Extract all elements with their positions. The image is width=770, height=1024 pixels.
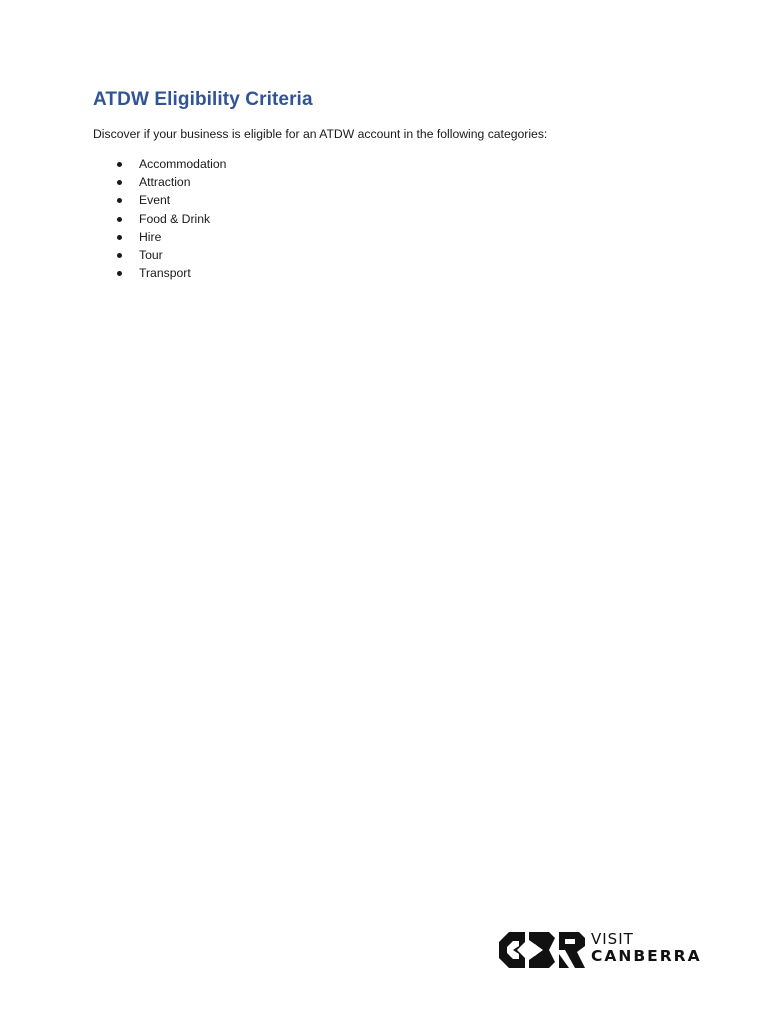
list-item <box>113 191 226 209</box>
intro-text: Discover if your business is eligible for an ATDW account in the following categories: <box>93 127 548 141</box>
category-list <box>113 155 226 282</box>
list-item <box>113 210 226 228</box>
logo-line-visit: VISIT <box>591 930 634 948</box>
bullet-icon <box>117 198 122 203</box>
category-label: Hire <box>139 229 162 244</box>
category-label: Attraction <box>139 175 191 190</box>
list-item <box>113 173 226 191</box>
bullet-icon <box>117 217 122 222</box>
bullet-icon <box>117 235 122 240</box>
bullet-icon <box>117 180 122 185</box>
list-item <box>113 264 226 282</box>
category-label: Tour <box>139 247 163 262</box>
category-label: Food & Drink <box>139 211 211 226</box>
list-item <box>113 155 226 173</box>
logo-line-canberra: CANBERRA <box>591 947 702 965</box>
list-item <box>113 246 226 264</box>
category-label: Transport <box>139 266 191 281</box>
category-label: Accommodation <box>139 157 227 171</box>
logo-wordmark <box>591 932 702 965</box>
category-label: Event <box>139 193 171 208</box>
list-item <box>113 228 226 246</box>
bullet-icon <box>117 162 122 167</box>
visit-canberra-logo <box>499 930 711 970</box>
bullet-icon <box>117 271 122 276</box>
page-title: ATDW Eligibility Criteria <box>93 89 313 110</box>
bullet-icon <box>117 253 122 258</box>
cbr-logo-mark-icon <box>499 932 585 968</box>
